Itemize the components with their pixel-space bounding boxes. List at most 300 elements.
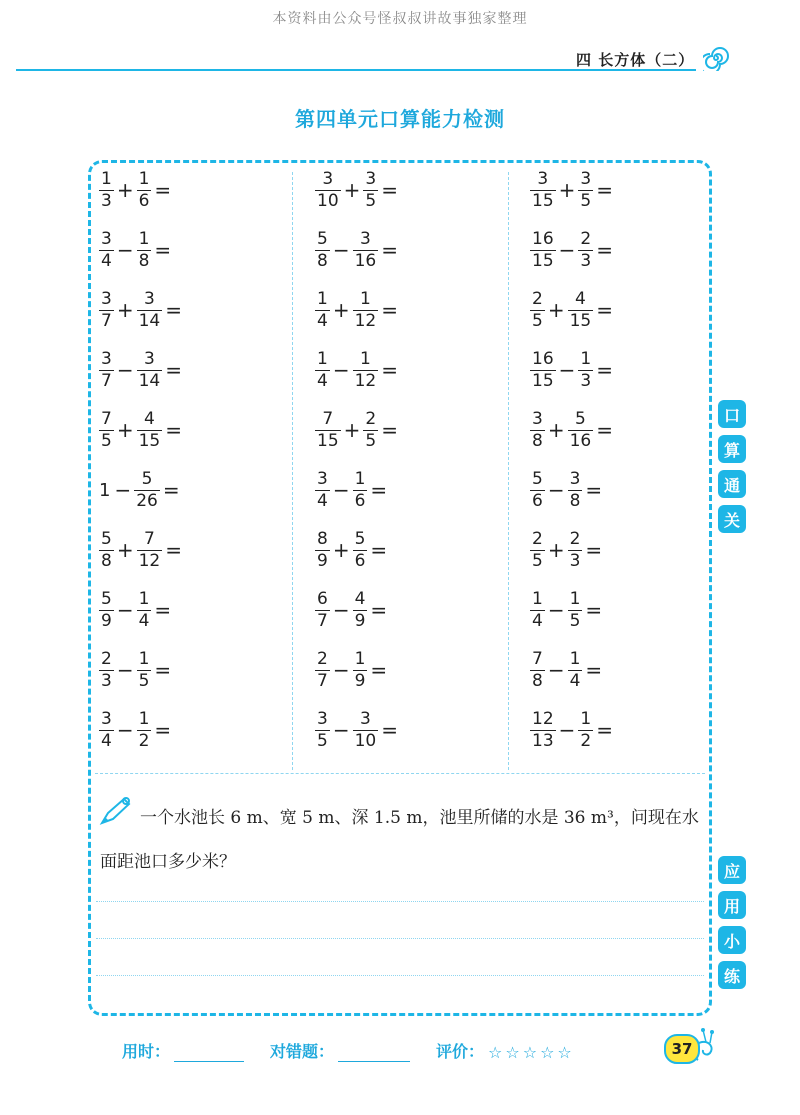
numerator: 7	[532, 648, 543, 669]
equals-sign: =	[154, 598, 172, 622]
side-tab-char-text: 小	[723, 931, 740, 951]
exercise-item	[530, 227, 613, 273]
fraction	[578, 708, 593, 751]
numerator: 1	[101, 168, 112, 189]
denominator: 15	[138, 430, 161, 451]
operator: −	[116, 238, 134, 262]
numerator: 3	[360, 708, 371, 729]
numerator: 1	[569, 588, 581, 609]
numerator: 3	[317, 468, 328, 489]
exercise-item	[315, 287, 398, 333]
fraction	[315, 588, 330, 631]
numerator: 4	[354, 588, 366, 609]
fraction	[568, 648, 583, 691]
equals-sign: =	[154, 238, 172, 262]
side-tab-char	[718, 961, 746, 989]
denominator: 2	[138, 730, 150, 751]
denominator: 6	[354, 490, 366, 511]
numerator: 3	[537, 168, 549, 189]
denominator: 4	[101, 250, 112, 271]
side-tab-char-text: 练	[723, 966, 740, 986]
denominator: 14	[138, 310, 161, 331]
side-tab-char	[718, 505, 746, 533]
numerator: 5	[317, 228, 328, 249]
exercise-item	[99, 647, 171, 693]
fraction	[353, 708, 379, 751]
operator: −	[116, 718, 134, 742]
equals-sign: =	[154, 718, 172, 742]
fraction	[530, 468, 545, 511]
fraction	[99, 348, 114, 391]
exercise-item	[99, 227, 171, 273]
denominator: 4	[101, 730, 112, 751]
numerator: 3	[569, 468, 581, 489]
numerator: 1	[580, 348, 592, 369]
operator: −	[547, 478, 565, 502]
equals-sign: =	[585, 478, 603, 502]
denominator: 4	[317, 490, 328, 511]
fraction	[99, 288, 114, 331]
page-number-badge	[660, 1024, 720, 1068]
side-tab-char	[718, 856, 746, 884]
fraction	[137, 648, 152, 691]
denominator: 12	[138, 550, 161, 571]
denominator: 3	[101, 670, 112, 691]
fraction	[530, 708, 556, 751]
numerator: 6	[317, 588, 328, 609]
operator: −	[114, 478, 132, 502]
fraction	[99, 408, 114, 451]
denominator: 2	[580, 730, 592, 751]
numerator: 1	[317, 348, 328, 369]
numerator: 1	[532, 588, 543, 609]
top-note: 本资料由公众号怪叔叔讲故事独家整理	[272, 11, 528, 27]
exercise-item	[99, 167, 171, 213]
numerator: 5	[354, 528, 366, 549]
numerator: 2	[569, 528, 581, 549]
fraction	[137, 348, 163, 391]
operator: +	[547, 418, 565, 442]
numerator: 7	[101, 408, 112, 429]
fraction	[99, 708, 114, 751]
denominator: 7	[101, 370, 112, 391]
operator: −	[547, 598, 565, 622]
fraction	[353, 228, 379, 271]
denominator: 4	[138, 610, 150, 631]
side-tab-char-text: 应	[723, 861, 740, 881]
fraction	[353, 288, 379, 331]
exercise-item	[530, 647, 602, 693]
equals-sign: =	[154, 658, 172, 682]
denominator: 10	[317, 190, 339, 211]
numerator: 4	[575, 288, 586, 309]
equals-sign: =	[381, 718, 398, 742]
exercise-item	[315, 407, 398, 453]
side-tab-char-text: 口	[723, 405, 740, 425]
fraction	[99, 228, 114, 271]
fraction	[134, 468, 160, 511]
header-line	[16, 69, 696, 71]
side-tab-char	[718, 400, 746, 428]
numerator: 1	[580, 708, 592, 729]
fraction	[315, 528, 330, 571]
numerator: 2	[532, 528, 543, 549]
denominator: 7	[101, 310, 112, 331]
page-number: 37	[664, 1034, 700, 1064]
denominator: 9	[101, 610, 112, 631]
column-separator	[292, 172, 293, 770]
denominator: 3	[101, 190, 112, 211]
fraction	[99, 168, 114, 211]
numerator: 7	[144, 528, 155, 549]
fraction	[568, 468, 583, 511]
fraction	[568, 588, 583, 631]
numerator: 12	[532, 708, 554, 729]
whole-number: 1	[99, 479, 111, 501]
operator: +	[332, 538, 350, 562]
equals-sign: =	[585, 598, 603, 622]
numerator: 3	[322, 168, 334, 189]
denominator: 7	[317, 610, 328, 631]
equals-sign: =	[370, 658, 388, 682]
operator: −	[116, 658, 134, 682]
denominator: 5	[138, 670, 150, 691]
answer-line[interactable]	[96, 938, 704, 939]
denominator: 5	[317, 730, 328, 751]
operator: +	[343, 418, 361, 442]
operator: +	[332, 298, 350, 322]
exercise-item	[530, 407, 613, 453]
fraction	[568, 288, 594, 331]
numerator: 1	[138, 168, 150, 189]
equals-sign: =	[585, 538, 603, 562]
fraction	[315, 348, 330, 391]
equals-sign: =	[381, 418, 398, 442]
denominator: 5	[532, 310, 543, 331]
equals-sign: =	[165, 418, 182, 442]
numerator: 5	[141, 468, 153, 489]
equals-sign: =	[596, 718, 613, 742]
numerator: 3	[101, 228, 112, 249]
denominator: 9	[354, 670, 366, 691]
equals-sign: =	[165, 298, 182, 322]
exercise-item	[315, 647, 387, 693]
denominator: 3	[580, 370, 592, 391]
side-tab-char	[718, 891, 746, 919]
denominator: 5	[101, 430, 112, 451]
exercise-item	[315, 707, 398, 753]
fraction	[530, 528, 545, 571]
denominator: 26	[136, 490, 158, 511]
equals-sign: =	[162, 478, 180, 502]
fraction	[315, 168, 341, 211]
denominator: 14	[138, 370, 161, 391]
fraction	[137, 228, 152, 271]
denominator: 5	[532, 550, 543, 571]
exercise-item	[315, 527, 387, 573]
side-tab-char-text: 通	[723, 475, 740, 495]
fraction	[353, 468, 368, 511]
exercise-item	[530, 527, 602, 573]
fraction	[137, 288, 163, 331]
denominator: 12	[354, 310, 377, 331]
fraction	[568, 528, 583, 571]
denominator: 5	[365, 430, 377, 451]
denominator: 9	[317, 550, 328, 571]
fraction	[315, 708, 330, 751]
operator: −	[558, 718, 576, 742]
equals-sign: =	[381, 238, 398, 262]
numerator: 3	[360, 228, 371, 249]
operator: +	[116, 418, 134, 442]
fraction	[363, 168, 378, 211]
equals-sign: =	[370, 598, 388, 622]
denominator: 5	[580, 190, 592, 211]
time-blank[interactable]	[174, 1045, 244, 1062]
footer	[122, 1039, 575, 1062]
exercise-item	[530, 707, 613, 753]
numerator: 2	[317, 648, 328, 669]
equals-sign: =	[596, 298, 613, 322]
denominator: 15	[569, 310, 592, 331]
numerator: 5	[101, 528, 112, 549]
fraction	[99, 648, 114, 691]
operator: +	[116, 178, 134, 202]
side-tab-mental-math	[712, 400, 752, 540]
denominator: 5	[569, 610, 581, 631]
fraction	[137, 528, 163, 571]
exercise-item	[530, 287, 613, 333]
exercise-item	[530, 347, 613, 393]
equals-sign: =	[154, 178, 172, 202]
fraction	[137, 708, 152, 751]
fraction	[530, 168, 556, 211]
fraction	[578, 228, 593, 271]
numerator: 2	[532, 288, 543, 309]
operator: +	[547, 298, 565, 322]
exercise-item	[99, 587, 171, 633]
fraction	[353, 588, 368, 631]
numerator: 3	[144, 288, 155, 309]
denominator: 15	[532, 190, 554, 211]
exercise-item	[99, 707, 171, 753]
fraction	[137, 408, 163, 451]
numerator: 8	[317, 528, 328, 549]
column-separator	[508, 172, 509, 770]
fraction	[530, 348, 556, 391]
numerator: 5	[575, 408, 586, 429]
fraction	[315, 648, 330, 691]
numerator: 16	[532, 348, 554, 369]
numerator: 2	[580, 228, 592, 249]
time-label: 用时：	[122, 1042, 171, 1061]
rating-stars[interactable]: ☆☆☆☆☆	[488, 1043, 575, 1062]
numerator: 1	[317, 288, 328, 309]
exercise-item	[315, 587, 387, 633]
equals-sign: =	[596, 178, 613, 202]
denominator: 7	[317, 670, 328, 691]
exercise-item	[99, 347, 182, 393]
denominator: 16	[569, 430, 592, 451]
fraction	[530, 648, 545, 691]
numerator: 5	[101, 588, 112, 609]
equals-sign: =	[381, 358, 398, 382]
denominator: 12	[354, 370, 377, 391]
fraction	[363, 408, 378, 451]
spiral-icon	[703, 45, 729, 71]
numerator: 3	[101, 288, 112, 309]
exercise-item	[99, 527, 182, 573]
fraction	[530, 288, 545, 331]
numerator: 4	[144, 408, 155, 429]
denominator: 4	[317, 310, 328, 331]
section-separator	[95, 773, 705, 774]
fraction	[99, 588, 114, 631]
fraction	[568, 408, 594, 451]
denominator: 4	[317, 370, 328, 391]
numerator: 5	[532, 468, 543, 489]
numerator: 1	[138, 648, 150, 669]
exercise-item	[99, 467, 180, 513]
numerator: 1	[360, 288, 371, 309]
word-problem: 一个水池长 6 m、宽 5 m、深 1.5 m，池里所储的水是 36 m³，问现在水面距池口多少米？	[100, 808, 699, 872]
numerator: 3	[101, 348, 112, 369]
numerator: 3	[580, 168, 592, 189]
equals-sign: =	[585, 658, 603, 682]
side-tab-application	[712, 856, 752, 996]
denominator: 8	[532, 670, 543, 691]
denominator: 9	[354, 610, 366, 631]
denominator: 10	[354, 730, 377, 751]
numerator: 1	[354, 648, 366, 669]
unit-title: 四 长方体（二）	[576, 51, 695, 69]
equals-sign: =	[381, 178, 398, 202]
side-tab-char	[718, 470, 746, 498]
operator: −	[558, 238, 576, 262]
numerator: 2	[101, 648, 112, 669]
errors-label: 对错题：	[270, 1042, 335, 1061]
fraction	[315, 408, 341, 451]
fraction	[530, 588, 545, 631]
fraction	[530, 228, 556, 271]
fraction	[530, 408, 545, 451]
equals-sign: =	[596, 418, 613, 442]
exercise-item	[315, 227, 398, 273]
operator: +	[343, 178, 361, 202]
exercise-item	[99, 287, 182, 333]
denominator: 6	[138, 190, 150, 211]
equals-sign: =	[370, 478, 388, 502]
operator: −	[332, 718, 350, 742]
equals-sign: =	[596, 358, 613, 382]
equals-sign: =	[165, 538, 182, 562]
numerator: 7	[322, 408, 334, 429]
fraction	[353, 528, 368, 571]
side-tab-char-text: 关	[723, 510, 740, 530]
fraction	[578, 348, 593, 391]
denominator: 15	[317, 430, 339, 451]
numerator: 1	[354, 468, 366, 489]
operator: −	[547, 658, 565, 682]
fraction	[578, 168, 593, 211]
numerator: 1	[360, 348, 371, 369]
operator: −	[116, 358, 134, 382]
denominator: 8	[138, 250, 150, 271]
operator: +	[558, 178, 576, 202]
fraction	[315, 288, 330, 331]
side-tab-char-text: 算	[723, 440, 740, 460]
operator: −	[332, 358, 350, 382]
equals-sign: =	[596, 238, 613, 262]
operator: −	[558, 358, 576, 382]
denominator: 6	[532, 490, 543, 511]
fraction	[315, 468, 330, 511]
denominator: 3	[580, 250, 592, 271]
operator: +	[547, 538, 565, 562]
numerator: 1	[138, 588, 150, 609]
numerator: 2	[365, 408, 377, 429]
operator: −	[116, 598, 134, 622]
numerator: 1	[138, 228, 150, 249]
fraction	[315, 228, 330, 271]
numerator: 3	[144, 348, 155, 369]
exercise-item	[530, 467, 602, 513]
operator: −	[332, 478, 350, 502]
numerator: 16	[532, 228, 554, 249]
denominator: 5	[365, 190, 377, 211]
fraction	[99, 528, 114, 571]
exercise-item	[315, 467, 387, 513]
operator: +	[116, 538, 134, 562]
equals-sign: =	[165, 358, 182, 382]
rating-label: 评价：	[436, 1042, 485, 1061]
exercise-item	[99, 407, 182, 453]
denominator: 3	[569, 550, 581, 571]
denominator: 4	[569, 670, 581, 691]
equals-sign: =	[381, 298, 398, 322]
denominator: 8	[532, 430, 543, 451]
operator: −	[332, 598, 350, 622]
fraction	[137, 168, 152, 211]
fraction	[137, 588, 152, 631]
operator: −	[332, 658, 350, 682]
page-title: 第四单元口算能力检测	[295, 107, 505, 131]
numerator: 1	[569, 648, 581, 669]
operator: +	[116, 298, 134, 322]
denominator: 8	[569, 490, 581, 511]
denominator: 15	[532, 370, 554, 391]
exercise-item	[315, 167, 398, 213]
exercise-item	[530, 167, 613, 213]
numerator: 3	[101, 708, 112, 729]
fraction	[353, 348, 379, 391]
errors-blank[interactable]	[338, 1045, 410, 1062]
operator: −	[332, 238, 350, 262]
side-tab-char	[718, 435, 746, 463]
equals-sign: =	[370, 538, 388, 562]
denominator: 15	[532, 250, 554, 271]
numerator: 1	[138, 708, 150, 729]
numerator: 3	[532, 408, 543, 429]
answer-line[interactable]	[96, 901, 704, 902]
answer-line[interactable]	[96, 975, 704, 976]
denominator: 6	[354, 550, 366, 571]
numerator: 3	[317, 708, 328, 729]
side-tab-char	[718, 926, 746, 954]
exercise-item	[315, 347, 398, 393]
fraction	[353, 648, 368, 691]
numerator: 3	[365, 168, 377, 189]
